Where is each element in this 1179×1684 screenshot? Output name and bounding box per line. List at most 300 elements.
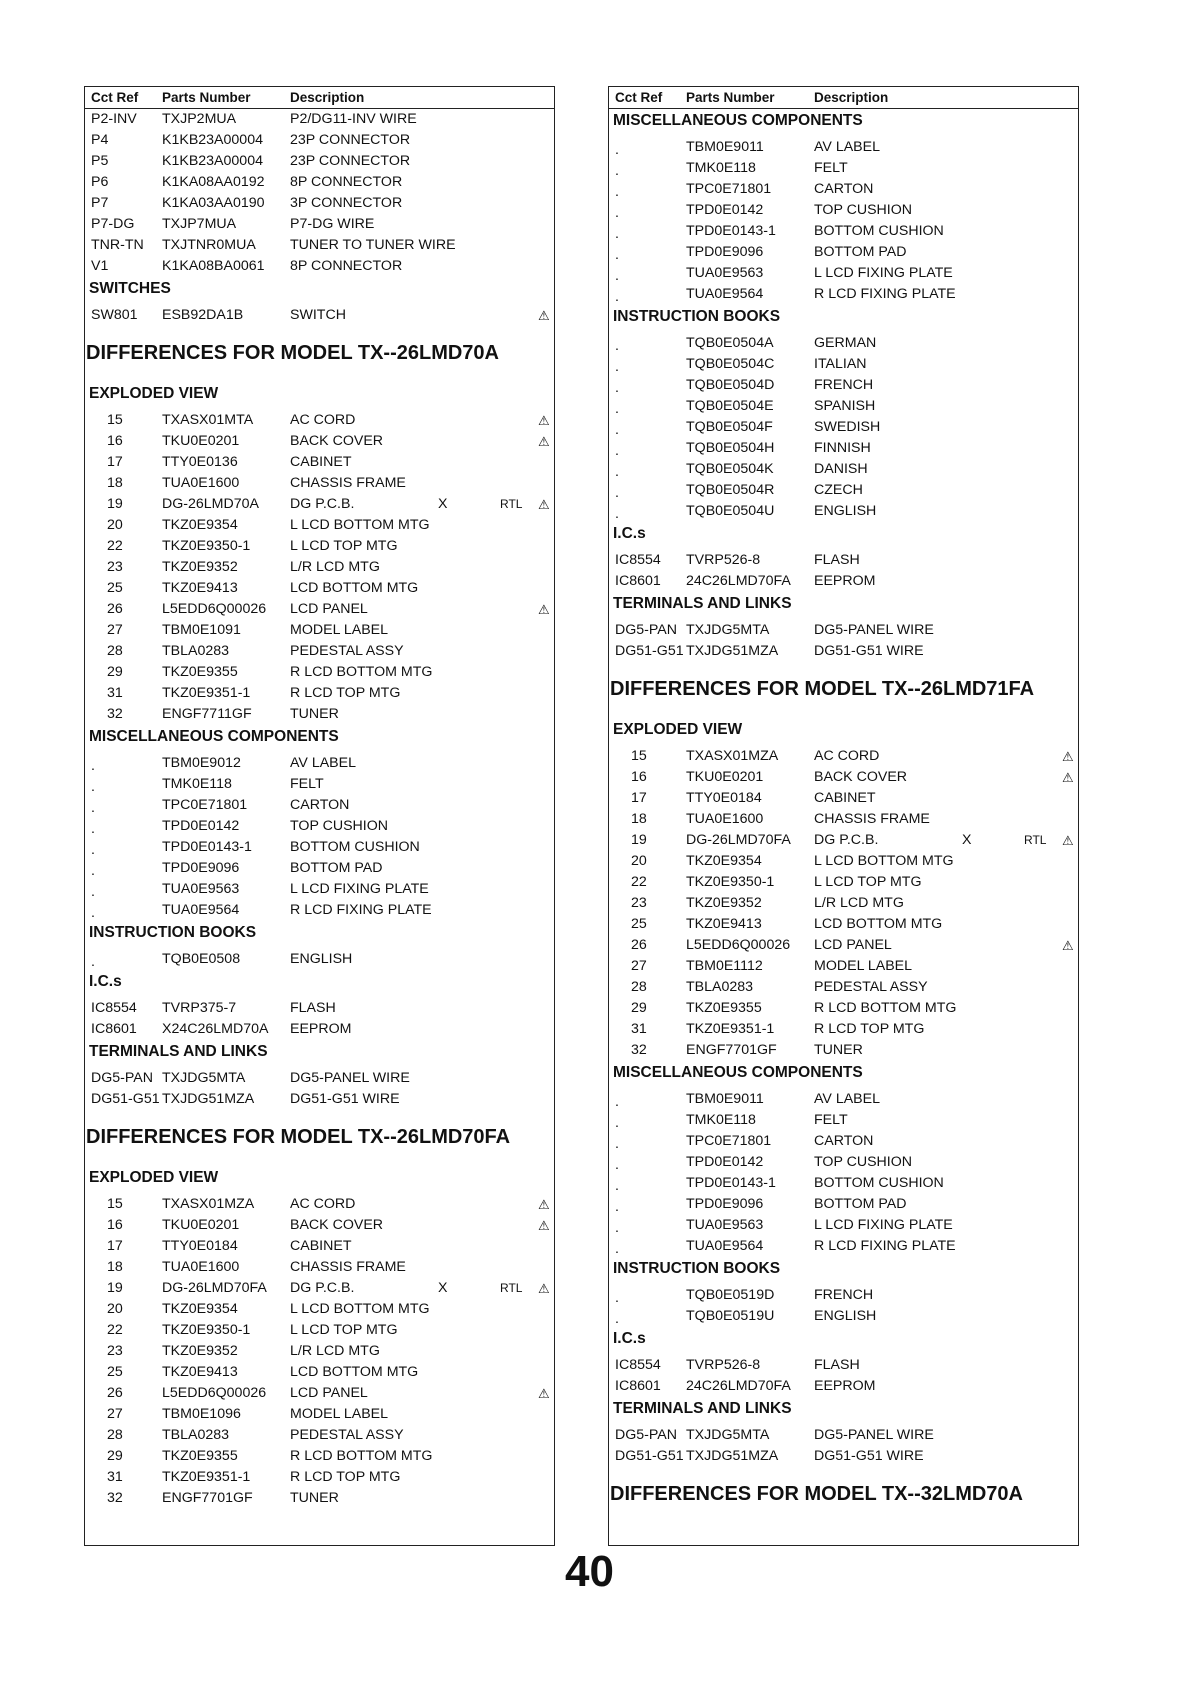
description: DG51-G51 WIRE — [290, 1091, 400, 1107]
cct-ref: IC8601 — [615, 573, 661, 589]
parts-number: TBM0E1096 — [162, 1406, 241, 1422]
description: DG5-PANEL WIRE — [814, 622, 934, 638]
description: R LCD TOP MTG — [814, 1021, 925, 1037]
model-heading: DIFFERENCES FOR MODEL TX--32LMD70A — [610, 1483, 1023, 1505]
description: 23P CONNECTOR — [290, 132, 411, 148]
safety-warning-icon: ⚠ — [538, 1218, 550, 1233]
description: R LCD TOP MTG — [290, 1469, 401, 1485]
rtl-mark: RTL — [500, 497, 523, 511]
table-row — [609, 480, 1078, 501]
parts-number: TQB0E0519U — [686, 1308, 775, 1324]
parts-number: ENGF7711GF — [162, 706, 252, 722]
description: R LCD BOTTOM MTG — [814, 1000, 957, 1016]
table-row — [85, 620, 554, 641]
table-row — [85, 1068, 554, 1089]
cct-ref: . — [615, 1290, 619, 1306]
table-row — [609, 767, 1078, 788]
parts-number: TXJDG5MTA — [686, 1427, 770, 1443]
parts-number: K1KB23A00004 — [162, 153, 263, 169]
parts-number: 24C26LMD70FA — [686, 1378, 791, 1394]
description: BOTTOM PAD — [290, 860, 383, 876]
cct-ref: 23 — [107, 559, 123, 575]
description: L LCD BOTTOM MTG — [290, 517, 430, 533]
parts-number: TQB0E0504F — [686, 419, 773, 435]
cct-ref: 20 — [631, 853, 647, 869]
parts-number: TPD0E0143-1 — [686, 223, 776, 239]
description: L/R LCD MTG — [814, 895, 904, 911]
parts-number: TTY0E0136 — [162, 454, 238, 470]
table-row — [85, 256, 554, 277]
table-row — [609, 872, 1078, 893]
table-header — [609, 87, 1078, 109]
description: DG5-PANEL WIRE — [290, 1070, 410, 1086]
x-mark: X — [438, 1280, 448, 1296]
table-row — [85, 1383, 554, 1404]
parts-number: TKZ0E9350-1 — [162, 538, 251, 554]
cct-ref: 25 — [107, 1364, 123, 1380]
x-mark: X — [438, 496, 448, 512]
parts-number: TUA0E9563 — [686, 1217, 764, 1233]
description: PEDESTAL ASSY — [814, 979, 928, 995]
cct-ref: . — [615, 1136, 619, 1152]
description: LCD PANEL — [814, 937, 892, 953]
cct-ref: P7-DG — [91, 216, 135, 232]
description: CARTON — [290, 797, 350, 813]
cct-ref: . — [615, 401, 619, 417]
description: BOTTOM PAD — [814, 1196, 907, 1212]
table-row — [85, 578, 554, 599]
table-row — [609, 788, 1078, 809]
table-row — [85, 1257, 554, 1278]
description: DG P.C.B. — [290, 496, 355, 512]
cct-ref: 31 — [107, 1469, 123, 1485]
description: CABINET — [814, 790, 876, 806]
parts-number: ESB92DA1B — [162, 307, 244, 323]
table-row — [609, 333, 1078, 354]
parts-number: TXASX01MZA — [686, 748, 779, 764]
safety-warning-icon: ⚠ — [1062, 833, 1074, 848]
parts-number: TUA0E9564 — [162, 902, 240, 918]
description: CABINET — [290, 454, 352, 470]
cct-ref: 28 — [631, 979, 647, 995]
table-row — [85, 816, 554, 837]
table-row — [609, 1355, 1078, 1376]
table-row — [85, 774, 554, 795]
cct-ref: . — [615, 1311, 619, 1327]
parts-number: L5EDD6Q00026 — [162, 1385, 267, 1401]
description: TOP CUSHION — [290, 818, 389, 834]
description: CABINET — [290, 1238, 352, 1254]
table-row — [85, 172, 554, 193]
parts-number: TXJDG5MTA — [686, 622, 770, 638]
description: LCD BOTTOM MTG — [814, 916, 943, 932]
section-title: TERMINALS AND LINKS — [613, 595, 792, 612]
cct-ref: . — [615, 1178, 619, 1194]
left-rows — [85, 109, 554, 1509]
table-row — [85, 1404, 554, 1425]
description: ENGLISH — [814, 1308, 877, 1324]
table-row — [609, 620, 1078, 641]
parts-number: TMK0E118 — [686, 160, 756, 176]
parts-number: K1KA03AA0190 — [162, 195, 265, 211]
table-row — [85, 662, 554, 683]
table-row — [85, 557, 554, 578]
parts-number: TKZ0E9354 — [686, 853, 762, 869]
parts-number: TUA0E1600 — [162, 475, 240, 491]
parts-number: TTY0E0184 — [162, 1238, 238, 1254]
cct-ref: 16 — [107, 433, 123, 449]
table-row — [85, 1278, 554, 1299]
description: TUNER — [290, 706, 339, 722]
description: L LCD TOP MTG — [290, 538, 398, 554]
parts-number: TXJP7MUA — [162, 216, 237, 232]
cct-ref: IC8554 — [615, 552, 661, 568]
parts-number: TXJP2MUA — [162, 111, 237, 127]
safety-warning-icon: ⚠ — [538, 497, 550, 512]
cct-ref: . — [615, 1115, 619, 1131]
parts-number: TBM0E1112 — [686, 958, 763, 974]
cct-ref: DG51-G51 — [91, 1091, 160, 1107]
description: ITALIAN — [814, 356, 867, 372]
description: PEDESTAL ASSY — [290, 643, 404, 659]
parts-number: TXJDG5MTA — [162, 1070, 246, 1086]
cct-ref: 26 — [631, 937, 647, 953]
table-row — [609, 809, 1078, 830]
table-row — [609, 263, 1078, 284]
description: LCD PANEL — [290, 601, 368, 617]
cct-ref: P4 — [91, 132, 109, 148]
table-row — [85, 536, 554, 557]
parts-number: TXJTNR0MUA — [162, 237, 256, 253]
description: MODEL LABEL — [814, 958, 913, 974]
safety-warning-icon: ⚠ — [1062, 770, 1074, 785]
description: CHASSIS FRAME — [290, 1259, 406, 1275]
description: L LCD BOTTOM MTG — [290, 1301, 430, 1317]
table-row — [85, 1089, 554, 1110]
cct-ref: . — [615, 380, 619, 396]
cct-ref: 26 — [107, 1385, 123, 1401]
description: L LCD FIXING PLATE — [814, 1217, 953, 1233]
cct-ref: . — [91, 800, 95, 816]
section-title: INSTRUCTION BOOKS — [89, 924, 257, 941]
table-row — [85, 1467, 554, 1488]
description: AC CORD — [290, 1196, 356, 1212]
table-row — [85, 998, 554, 1019]
table-row — [609, 1425, 1078, 1446]
cct-ref: 18 — [631, 811, 647, 827]
cct-ref: . — [91, 779, 95, 795]
cct-ref: SW801 — [91, 307, 138, 323]
description: GERMAN — [814, 335, 877, 351]
table-row — [609, 396, 1078, 417]
description: BOTTOM CUSHION — [814, 1175, 944, 1191]
table-row — [609, 1152, 1078, 1173]
cct-ref: P5 — [91, 153, 109, 169]
safety-warning-icon: ⚠ — [538, 1386, 550, 1401]
description: L LCD TOP MTG — [814, 874, 922, 890]
table-row — [85, 599, 554, 620]
description: 23P CONNECTOR — [290, 153, 411, 169]
parts-number: TPD0E0142 — [686, 202, 764, 218]
table-row — [609, 1019, 1078, 1040]
description: LCD BOTTOM MTG — [290, 580, 419, 596]
cct-ref: 20 — [107, 517, 123, 533]
cct-ref: IC8554 — [91, 1000, 137, 1016]
section-title: INSTRUCTION BOOKS — [613, 308, 781, 325]
description: LCD BOTTOM MTG — [290, 1364, 419, 1380]
header-parts-number: Parts Number — [162, 90, 251, 105]
description: FLASH — [814, 1357, 860, 1373]
parts-number: TPC0E71801 — [686, 181, 772, 197]
parts-number: L5EDD6Q00026 — [162, 601, 267, 617]
description: DG P.C.B. — [814, 832, 879, 848]
description: BOTTOM PAD — [814, 244, 907, 260]
parts-number: TVRP375-7 — [162, 1000, 237, 1016]
parts-number: TBM0E9012 — [162, 755, 241, 771]
table-row — [609, 459, 1078, 480]
parts-number: TQB0E0504A — [686, 335, 774, 351]
parts-number: TQB0E0519D — [686, 1287, 775, 1303]
parts-number: TQB0E0504D — [686, 377, 775, 393]
description: L LCD FIXING PLATE — [814, 265, 953, 281]
parts-number: TQB0E0504E — [686, 398, 774, 414]
cct-ref: . — [91, 758, 95, 774]
parts-number: TQB0E0504U — [686, 503, 775, 519]
section-title: MISCELLANEOUS COMPONENTS — [613, 1064, 863, 1081]
parts-number: X24C26LMD70A — [162, 1021, 269, 1037]
section-title: MISCELLANEOUS COMPONENTS — [89, 728, 339, 745]
description: L/R LCD MTG — [290, 559, 380, 575]
description: BOTTOM CUSHION — [814, 223, 944, 239]
header-description: Description — [290, 90, 365, 105]
table-row — [609, 354, 1078, 375]
cct-ref: . — [91, 842, 95, 858]
parts-number: 24C26LMD70FA — [686, 573, 791, 589]
parts-number: TKZ0E9351-1 — [162, 685, 251, 701]
cct-ref: . — [615, 226, 619, 242]
parts-number: TKZ0E9350-1 — [686, 874, 775, 890]
table-row — [85, 1446, 554, 1467]
parts-number: ENGF7701GF — [162, 1490, 253, 1506]
parts-number: TUA0E1600 — [162, 1259, 240, 1275]
parts-number: TKZ0E9413 — [162, 580, 238, 596]
safety-warning-icon: ⚠ — [538, 1197, 550, 1212]
cct-ref: 31 — [107, 685, 123, 701]
table-row — [609, 914, 1078, 935]
description: FLASH — [290, 1000, 336, 1016]
parts-number: TMK0E118 — [162, 776, 232, 792]
cct-ref: 19 — [107, 496, 123, 512]
cct-ref: . — [615, 1094, 619, 1110]
cct-ref: 27 — [107, 622, 123, 638]
table-row — [85, 900, 554, 921]
cct-ref: 32 — [631, 1042, 647, 1058]
table-row — [609, 1173, 1078, 1194]
table-row — [85, 1320, 554, 1341]
description: MODEL LABEL — [290, 1406, 389, 1422]
parts-number: TPD0E9096 — [162, 860, 240, 876]
cct-ref: IC8554 — [615, 1357, 661, 1373]
table-row — [609, 851, 1078, 872]
description: FLASH — [814, 552, 860, 568]
table-row — [85, 452, 554, 473]
parts-number: TKZ0E9351-1 — [162, 1469, 251, 1485]
table-row — [609, 1236, 1078, 1257]
page-number: 40 — [565, 1547, 614, 1596]
table-row — [85, 795, 554, 816]
cct-ref: 32 — [107, 1490, 123, 1506]
description: TOP CUSHION — [814, 202, 913, 218]
section-title: EXPLODED VIEW — [89, 385, 219, 402]
cct-ref: 19 — [631, 832, 647, 848]
description: L LCD FIXING PLATE — [290, 881, 429, 897]
section-title: TERMINALS AND LINKS — [613, 1400, 792, 1417]
description: DG5-PANEL WIRE — [814, 1427, 934, 1443]
description: FRENCH — [814, 377, 874, 393]
cct-ref: . — [615, 1241, 619, 1257]
cct-ref: 25 — [631, 916, 647, 932]
safety-warning-icon: ⚠ — [538, 602, 550, 617]
cct-ref: DG5-PAN — [615, 622, 678, 638]
parts-number: TPC0E71801 — [686, 1133, 772, 1149]
description: R LCD TOP MTG — [290, 685, 401, 701]
parts-number: TUA0E9563 — [162, 881, 240, 897]
description: 8P CONNECTOR — [290, 258, 403, 274]
table-row — [609, 571, 1078, 592]
section-title: I.C.s — [613, 1330, 646, 1347]
table-row — [85, 1019, 554, 1040]
table-row — [85, 109, 554, 130]
description: CARTON — [814, 1133, 874, 1149]
parts-number: TQB0E0504C — [686, 356, 775, 372]
parts-number: TBM0E9011 — [686, 1091, 764, 1107]
cct-ref: . — [615, 506, 619, 522]
table-row — [85, 683, 554, 704]
description: AV LABEL — [290, 755, 356, 771]
cct-ref: DG51-G51 — [615, 1448, 684, 1464]
header-cct-ref: Cct Ref — [615, 90, 663, 105]
cct-ref: 17 — [107, 1238, 123, 1254]
description: 8P CONNECTOR — [290, 174, 403, 190]
cct-ref: 22 — [107, 538, 123, 554]
table-row — [609, 956, 1078, 977]
description: BACK COVER — [290, 1217, 384, 1233]
safety-warning-icon: ⚠ — [538, 1281, 550, 1296]
parts-number: TTY0E0184 — [686, 790, 762, 806]
cct-ref: . — [615, 247, 619, 263]
right-parts-column — [608, 86, 1079, 1546]
table-row — [609, 200, 1078, 221]
description: FELT — [814, 160, 848, 176]
table-row — [609, 501, 1078, 522]
cct-ref: . — [615, 338, 619, 354]
description: TOP CUSHION — [814, 1154, 913, 1170]
cct-ref: . — [91, 905, 95, 921]
section-title: EXPLODED VIEW — [89, 1169, 219, 1186]
table-row — [609, 1110, 1078, 1131]
cct-ref: . — [615, 485, 619, 501]
description: DANISH — [814, 461, 868, 477]
description: TUNER — [290, 1490, 339, 1506]
description: SPANISH — [814, 398, 876, 414]
parts-number: TKZ0E9354 — [162, 1301, 238, 1317]
header-cct-ref: Cct Ref — [91, 90, 139, 105]
cct-ref: 18 — [107, 1259, 123, 1275]
cct-ref: . — [615, 443, 619, 459]
cct-ref: . — [615, 163, 619, 179]
parts-number: TMK0E118 — [686, 1112, 756, 1128]
parts-number: TUA0E1600 — [686, 811, 764, 827]
cct-ref: . — [615, 184, 619, 200]
table-row — [85, 235, 554, 256]
parts-number: DG-26LMD70A — [162, 496, 259, 512]
cct-ref: 23 — [107, 1343, 123, 1359]
parts-number: TKZ0E9354 — [162, 517, 238, 533]
cct-ref: P2-INV — [91, 111, 137, 127]
description: TUNER — [814, 1042, 863, 1058]
header-parts-number: Parts Number — [686, 90, 775, 105]
table-header — [85, 87, 554, 109]
table-row — [609, 1285, 1078, 1306]
parts-number: TBLA0283 — [162, 643, 230, 659]
table-row — [609, 179, 1078, 200]
cct-ref: P6 — [91, 174, 109, 190]
section-title: SWITCHES — [89, 280, 171, 297]
table-row — [609, 438, 1078, 459]
cct-ref: . — [91, 821, 95, 837]
parts-number: TPD0E0142 — [162, 818, 240, 834]
table-row — [609, 284, 1078, 305]
cct-ref: 16 — [631, 769, 647, 785]
safety-warning-icon: ⚠ — [1062, 749, 1074, 764]
parts-number: TQB0E0508 — [162, 951, 241, 967]
description: ENGLISH — [290, 951, 353, 967]
table-row — [609, 935, 1078, 956]
model-heading: DIFFERENCES FOR MODEL TX--26LMD70A — [86, 342, 499, 364]
cct-ref: 19 — [107, 1280, 123, 1296]
cct-ref: TNR-TN — [91, 237, 144, 253]
parts-number: TBM0E1091 — [162, 622, 241, 638]
parts-number: DG-26LMD70FA — [686, 832, 791, 848]
parts-number: TXASX01MZA — [162, 1196, 255, 1212]
table-row — [85, 1362, 554, 1383]
cct-ref: 22 — [631, 874, 647, 890]
parts-number: L5EDD6Q00026 — [686, 937, 791, 953]
description: BOTTOM CUSHION — [290, 839, 420, 855]
parts-number: TQB0E0504H — [686, 440, 775, 456]
rtl-mark: RTL — [1024, 833, 1047, 847]
cct-ref: 15 — [107, 412, 123, 428]
cct-ref: 29 — [107, 1448, 123, 1464]
table-row — [85, 1194, 554, 1215]
table-row — [609, 1040, 1078, 1061]
table-row — [609, 137, 1078, 158]
parts-number: TKZ0E9350-1 — [162, 1322, 251, 1338]
table-row — [85, 1236, 554, 1257]
parts-number: TKU0E0201 — [162, 433, 240, 449]
section-title: INSTRUCTION BOOKS — [613, 1260, 781, 1277]
description: BACK COVER — [290, 433, 384, 449]
description: AC CORD — [814, 748, 880, 764]
cct-ref: 16 — [107, 1217, 123, 1233]
table-row — [609, 242, 1078, 263]
parts-number: TBLA0283 — [686, 979, 754, 995]
cct-ref: 28 — [107, 643, 123, 659]
description: P2/DG11-INV WIRE — [290, 111, 417, 127]
parts-number: TBLA0283 — [162, 1427, 230, 1443]
description: CARTON — [814, 181, 874, 197]
description: P7-DG WIRE — [290, 216, 375, 232]
